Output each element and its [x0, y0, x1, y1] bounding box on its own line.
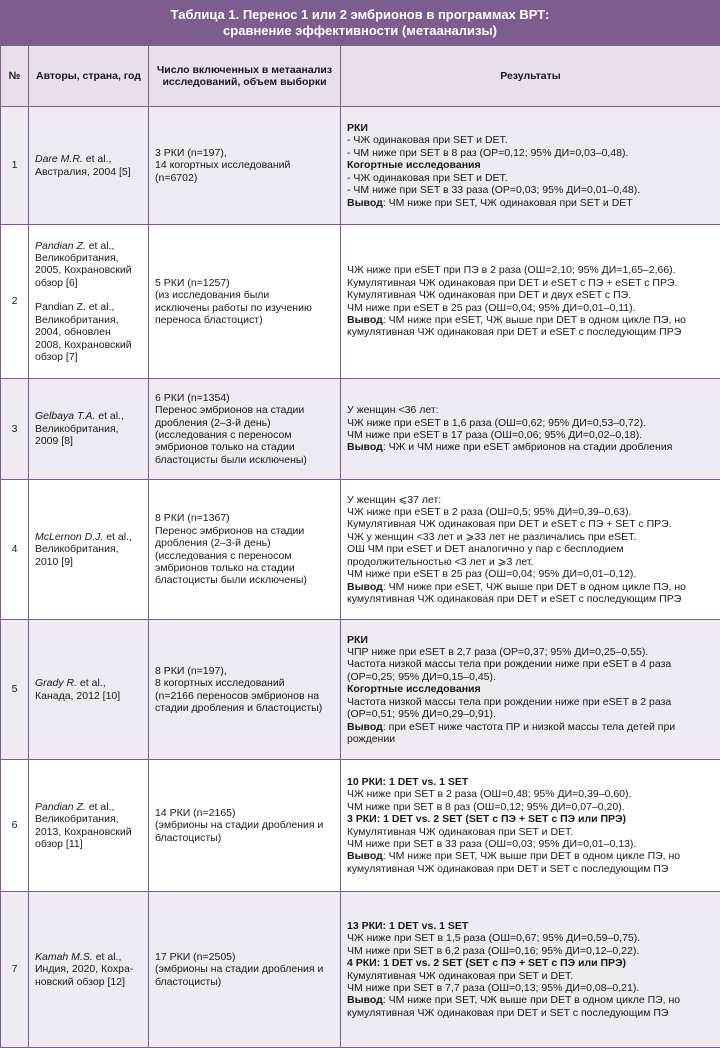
author-name: Dare M.R.	[35, 153, 83, 165]
conclusion-label: Вывод	[347, 441, 383, 453]
table-title-line-2: сравнение эффективности (метаанализы)	[0, 23, 720, 39]
studies-cell	[149, 892, 341, 1048]
results-cell	[341, 107, 720, 225]
studies-line: 6 РКИ (n=1354)	[155, 392, 334, 404]
author-line: 2005, Кохрановский	[35, 264, 142, 276]
table-row	[1, 620, 720, 760]
studies-cell	[149, 107, 341, 225]
table-row	[1, 107, 720, 225]
author-name: Grady R.	[35, 677, 77, 689]
author-line: Канада, 2012 [10]	[35, 690, 142, 702]
studies-line: дробления (2–3-й день)	[155, 417, 334, 429]
table-title	[0, 0, 720, 45]
authors-cell	[29, 620, 149, 760]
author-line: 2008, Кохрановский	[35, 339, 142, 351]
header-authors: Авторы, страна, год	[29, 46, 149, 107]
results-line: (ОР=0,51; 95% ДИ=0,29–0,91).	[347, 708, 714, 720]
studies-line: дробления (2–3-й день)	[155, 537, 334, 549]
results-subheading: РКИ	[347, 634, 714, 646]
table-body	[1, 107, 720, 1048]
table-row	[1, 760, 720, 892]
results-line: ЧЖ у женщин <33 лет и ⩾33 лет не различались при eSET.	[347, 531, 714, 543]
studies-line: (эмбрионы на стадии дробления и	[155, 819, 334, 831]
studies-line: 17 РКИ (n=2505)	[155, 951, 334, 963]
conclusion-label: Вывод	[347, 581, 383, 593]
table-row	[1, 379, 720, 480]
studies-line: 8 РКИ (n=197),	[155, 665, 334, 677]
results-line: кумулятивная ЧЖ одинаковая при DET и SET с последующим ПЭ	[347, 863, 714, 875]
studies-cell	[149, 225, 341, 379]
author-name: Gelbaya T.A.	[35, 410, 95, 422]
results-line: - ЧМ ниже при SET в 8 раз (ОР=0,12; 95% ДИ=0,03–0,48).	[347, 147, 714, 159]
results-conclusion: Вывод: ЧМ ниже при SET, ЧЖ одинаковая при SET и DET	[347, 197, 714, 209]
author-line: 2009 [8]	[35, 435, 142, 447]
results-conclusion: Вывод: ЧМ ниже при eSET, ЧЖ выше при DET в одном цикле ПЭ, но	[347, 314, 714, 326]
results-subheading: Когортные исследования	[347, 683, 714, 695]
results-line: - ЧМ ниже при SET в 33 раза (ОР=0,03; 95% ДИ=0,01–0,48).	[347, 184, 714, 196]
studies-line: 8 когортных исследований	[155, 677, 334, 689]
author-line: McLernon D.J. et al.,	[35, 531, 142, 543]
results-subheading: 3 РКИ: 1 DET vs. 2 SET (SET с ПЭ + SET с ПЭ или ПРЭ)	[347, 813, 714, 825]
results-line: ЧЖ ниже при eSET при ПЭ в 2 раза (ОШ=2,10; 95% ДИ=1,65–2,66).	[347, 264, 714, 276]
author-line: Великобритания,	[35, 252, 142, 264]
row-number: 5	[1, 620, 29, 760]
studies-line: стадии дробления и бластоцисты)	[155, 702, 334, 714]
author-line: Grady R. et al.,	[35, 677, 142, 689]
table-row	[1, 480, 720, 620]
results-line: Кумулятивная ЧЖ одинаковая при DET и двух eSET с ПЭ.	[347, 289, 714, 301]
studies-line: (из исследования были	[155, 289, 334, 301]
results-conclusion: Вывод: ЧЖ и ЧМ ниже при eSET эмбрионов на стадии дробления	[347, 441, 714, 453]
table-row	[1, 225, 720, 379]
results-cell	[341, 379, 720, 480]
results-line: У женщин ⩽37 лет:	[347, 494, 714, 506]
studies-cell	[149, 480, 341, 620]
studies-line: 5 РКИ (n=1257)	[155, 277, 334, 289]
results-cell	[341, 620, 720, 760]
results-cell	[341, 760, 720, 892]
results-line: Кумулятивная ЧЖ одинаковая при SET и DET.	[347, 826, 714, 838]
results-line: ЧМ ниже при SET в 7,7 раза (ОШ=0,13; 95% ДИ=0,08–0,21).	[347, 982, 714, 994]
conclusion-label: Вывод	[347, 850, 383, 862]
studies-cell	[149, 760, 341, 892]
conclusion-label: Вывод	[347, 314, 383, 326]
studies-line: бластоцисты)	[155, 832, 334, 844]
author-line: 2004, обновлен	[35, 326, 142, 338]
author-line: Pandian Z. et al.,	[35, 801, 142, 813]
results-cell	[341, 225, 720, 379]
results-line: Кумулятивная ЧЖ одинаковая при DET и eSET с ПЭ + SET с ПРЭ.	[347, 518, 714, 530]
conclusion-label: Вывод	[347, 721, 383, 733]
author-line: Великобритания,	[35, 813, 142, 825]
row-number: 4	[1, 480, 29, 620]
results-conclusion: Вывод: при eSET ниже частота ПР и низкой массы тела детей при	[347, 721, 714, 733]
studies-line: (n=2166 переносов эмбрионов на	[155, 690, 334, 702]
results-line: ОШ ЧМ при eSET и DET аналогично у пар с бесплодием	[347, 543, 714, 555]
results-line: У женщин <36 лет:	[347, 404, 714, 416]
author-line: Dare M.R. et al.,	[35, 153, 142, 165]
results-subheading: 13 РКИ: 1 DET vs. 1 SET	[347, 920, 714, 932]
results-line: ЧМ ниже при SET в 33 раза (ОШ=0,03; 95% ДИ=0,01–0,13).	[347, 838, 714, 850]
authors-cell	[29, 379, 149, 480]
studies-line: переноса бластоцист)	[155, 314, 334, 326]
results-line: ЧМ ниже при eSET в 25 раз (ОШ=0,04; 95% ДИ=0,01–0,11).	[347, 302, 714, 314]
studies-line: бластоцисты были исключены)	[155, 454, 334, 466]
author-line: Австралия, 2004 [5]	[35, 166, 142, 178]
author-name: McLernon D.J.	[35, 531, 103, 543]
results-line: - ЧЖ одинаковая при SET и DET.	[347, 172, 714, 184]
studies-line: 3 РКИ (n=197),	[155, 147, 334, 159]
author-line: Великобритания,	[35, 314, 142, 326]
results-line: ЧЖ ниже при SET в 1,5 раза (ОШ=0,67; 95% ДИ=0,59–0,75).	[347, 932, 714, 944]
author-name: Pandian Z.	[35, 240, 86, 252]
author-line: 2013, Кохрановский	[35, 826, 142, 838]
studies-line: эмбрионов только на стадии	[155, 441, 334, 453]
studies-line: исключены работы по изучению	[155, 302, 334, 314]
results-line: ЧЖ ниже при SET в 2 раза (ОШ=0,48; 95% ДИ=0,39–0,60).	[347, 788, 714, 800]
table-row	[1, 892, 720, 1048]
row-number: 6	[1, 760, 29, 892]
results-subheading: Когортные исследования	[347, 159, 714, 171]
studies-line: эмбрионов только на стадии	[155, 562, 334, 574]
studies-line: Перенос эмбрионов на стадии	[155, 404, 334, 416]
studies-line: 14 когортных исследований	[155, 159, 334, 171]
author-line: Великобритания,	[35, 423, 142, 435]
results-line: Кумулятивная ЧЖ одинаковая при DET и eSET с ПЭ + eSET с ПРЭ.	[347, 277, 714, 289]
conclusion-label: Вывод	[347, 197, 383, 209]
results-line: рождении	[347, 733, 714, 745]
results-conclusion: Вывод: ЧМ ниже при SET, ЧЖ выше при DET в одном цикле ПЭ, но	[347, 850, 714, 862]
row-number: 7	[1, 892, 29, 1048]
studies-line: 14 РКИ (n=2165)	[155, 807, 334, 819]
results-line: кумулятивная ЧЖ одинаковая при DET и eSET с последующим ПРЭ	[347, 593, 714, 605]
results-line: продолжительностью <3 лет и ⩾3 лет.	[347, 556, 714, 568]
results-line: ЧЖ ниже при eSET в 1,6 раза (ОШ=0,62; 95% ДИ=0,53–0,72).	[347, 417, 714, 429]
results-line: ЧЖ ниже при eSET в 2 раза (ОШ=0,5; 95% ДИ=0,39–0,63).	[347, 506, 714, 518]
table-title-line-1: Таблица 1. Перенос 1 или 2 эмбрионов в программах ВРТ:	[0, 7, 720, 23]
results-line: кумулятивная ЧЖ одинаковая при DET и eSET с последующим ПРЭ	[347, 326, 714, 338]
author-name: Pandian Z.	[35, 801, 86, 813]
author-line: Pandian Z. et al.,	[35, 301, 142, 313]
results-cell	[341, 480, 720, 620]
table-header-row	[1, 46, 720, 107]
author-name: Kamah M.S.	[35, 951, 93, 963]
author-line: обзор [7]	[35, 351, 142, 363]
studies-cell	[149, 379, 341, 480]
meta-analysis-table	[0, 45, 720, 1048]
studies-line: (исследования с переносом	[155, 429, 334, 441]
results-line: ЧМ ниже при eSET в 25 раз (ОШ=0,04; 95% ДИ=0,01–0,12).	[347, 568, 714, 580]
header-num: №	[1, 46, 29, 107]
authors-cell	[29, 892, 149, 1048]
author-line: 2010 [9]	[35, 556, 142, 568]
author-line: новский обзор [12]	[35, 976, 142, 988]
results-line: ЧМ ниже при SET в 8 раз (ОШ=0,12; 95% ДИ=0,07–0,20).	[347, 801, 714, 813]
results-line: ЧМ ниже при eSET в 17 раза (ОШ=0,06; 95% ДИ=0,02–0,18).	[347, 429, 714, 441]
results-line: - ЧЖ одинаковая при SET и DET.	[347, 134, 714, 146]
author-line: обзор [6]	[35, 277, 142, 289]
author-line: обзор [11]	[35, 838, 142, 850]
results-line: ЧМ ниже при SET в 6,2 раза (ОШ=0,16; 95% ДИ=0,12–0,22).	[347, 945, 714, 957]
results-cell	[341, 892, 720, 1048]
author-line: Pandian Z. et al.,	[35, 240, 142, 252]
results-line: Частота низкой массы тела при рождении ниже при eSET в 2 раза	[347, 696, 714, 708]
header-results: Результаты	[341, 46, 720, 107]
row-number: 3	[1, 379, 29, 480]
results-conclusion: Вывод: ЧМ ниже при eSET, ЧЖ выше при DET в одном цикле ПЭ, но	[347, 581, 714, 593]
studies-line: бластоцисты были исключены)	[155, 574, 334, 586]
author-line: Kamah M.S. et al.,	[35, 951, 142, 963]
author-line: Индия, 2020, Кохра-	[35, 963, 142, 975]
author-line: Великобритания,	[35, 543, 142, 555]
results-line: ЧПР ниже при eSET в 2,7 раза (ОР=0,37; 95% ДИ=0,25–0,55).	[347, 646, 714, 658]
results-conclusion: Вывод: ЧМ ниже при SET, ЧЖ выше при DET в одном цикле ПЭ, но	[347, 994, 714, 1006]
authors-cell	[29, 760, 149, 892]
studies-line: бластоцисты)	[155, 976, 334, 988]
row-number: 2	[1, 225, 29, 379]
authors-cell	[29, 225, 149, 379]
studies-line: (эмбрионы на стадии дробления и	[155, 963, 334, 975]
results-line: кумулятивная ЧЖ одинаковая при DET и SET с последующим ПЭ	[347, 1007, 714, 1019]
studies-line: (n=6702)	[155, 172, 334, 184]
results-line: (ОР=0,25; 95% ДИ=0,15–0,45).	[347, 671, 714, 683]
studies-line: Перенос эмбрионов на стадии	[155, 525, 334, 537]
results-subheading: 4 РКИ: 1 DET vs. 2 SET (SET с ПЭ + SET с ПЭ или ПРЭ)	[347, 957, 714, 969]
results-line: Кумулятивная ЧЖ одинаковая при SET и DET.	[347, 970, 714, 982]
authors-cell	[29, 107, 149, 225]
row-number: 1	[1, 107, 29, 225]
conclusion-label: Вывод	[347, 994, 383, 1006]
results-line: Частота низкой массы тела при рождении ниже при eSET в 4 раза	[347, 658, 714, 670]
studies-cell	[149, 620, 341, 760]
authors-cell	[29, 480, 149, 620]
results-subheading: 10 РКИ: 1 DET vs. 1 SET	[347, 776, 714, 788]
studies-line: 8 РКИ (n=1367)	[155, 512, 334, 524]
studies-line: (исследования с переносом	[155, 550, 334, 562]
results-subheading: РКИ	[347, 122, 714, 134]
author-line: Gelbaya T.A. et al.,	[35, 410, 142, 422]
header-studies: Число включенных в метаанализ исследований, объем выборки	[149, 46, 341, 107]
